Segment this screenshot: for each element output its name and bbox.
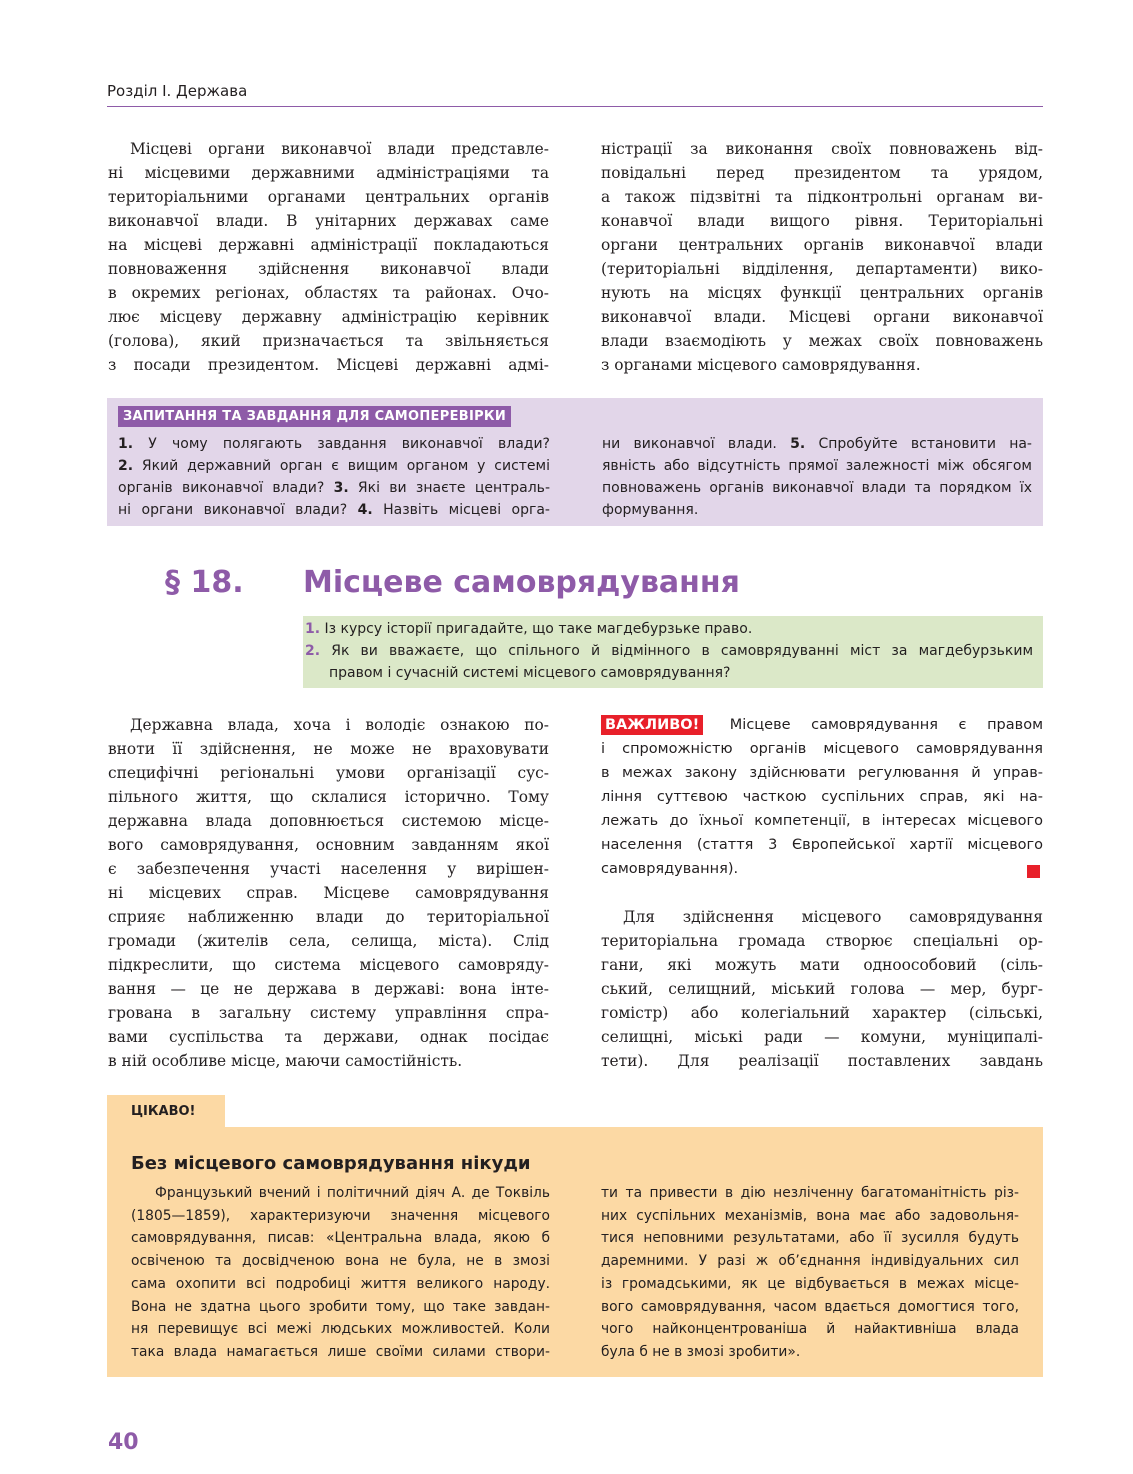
important-definition — [601, 713, 1043, 881]
text-line: селищні, міські ради — комуни, муніципалі- — [601, 1028, 1043, 1046]
text-line: (1805—1859), характеризуючи значення місцевого — [131, 1207, 550, 1224]
main-text-left-column — [108, 713, 549, 1073]
text-line: Для здійснення місцевого самоврядування — [623, 908, 1043, 926]
interest-title: Без місцевого самоврядування нікуди — [131, 1153, 531, 1174]
text-line: громади (жителів села, селища, міста). Слід — [108, 932, 549, 950]
text-line: Вона не здатна цього зробити тому, що таке завдан- — [131, 1298, 550, 1315]
text-line: сприяє наближенню влади до територіальної — [108, 908, 549, 926]
question-text: Спробуйте встановити на- — [805, 436, 1032, 452]
text-line: ні місцевих справ. Місцеве самоврядування — [108, 884, 549, 902]
intro-question — [305, 640, 1033, 662]
text-line: виконавчої влади. Місцеві органи виконавчої — [601, 308, 1043, 326]
intro-question-number: 2. — [305, 643, 321, 659]
question-number: 3. — [333, 480, 349, 496]
text-line: і спроможністю органів місцевого самоврядування — [601, 741, 1043, 757]
important-first-line — [601, 713, 1043, 737]
text-line: Французький вчений і політичний діяч А. де Токвіль — [155, 1185, 550, 1201]
text-line: тися неповними результатами, або її зусилля будуть — [601, 1230, 1019, 1247]
text-line: органи центральних органів виконавчої влади — [601, 236, 1043, 254]
text-line: виконавчої влади. В унітарних державах саме — [108, 212, 549, 230]
text-line: самоврядування). — [601, 861, 739, 877]
intro-question-text: Із курсу історії пригадайте, що таке магдебурзьке право. — [324, 621, 753, 637]
text-line: ністрації за виконання своїх повноважень від- — [601, 140, 1043, 158]
question-text: ні органи виконавчої влади? — [118, 502, 358, 518]
section-title: Місцеве самоврядування — [303, 565, 740, 600]
interest-label: ЦІКАВО! — [131, 1104, 196, 1119]
text-line: грована в загальну систему управління спра- — [108, 1004, 549, 1022]
question-number: 5. — [790, 436, 806, 452]
question-number: 4. — [357, 502, 373, 518]
text-line: в окремих регіонах, областях та районах. Очо- — [108, 284, 549, 302]
intro-question-number: 1. — [305, 621, 321, 637]
text-line: даремними. У разі ж об’єднання індивідуальних сил — [601, 1253, 1019, 1270]
text-line: тети). Для реалізації поставлених завдань — [601, 1052, 1043, 1070]
text-line: ський, селищний, міський голова — мер, бург- — [601, 980, 1043, 998]
questions-right-column — [602, 433, 1032, 521]
top-text-right-column — [601, 137, 1043, 377]
important-badge: ВАЖЛИВО! — [601, 715, 703, 735]
question-text: У чому полягають завдання виконавчої влади? — [133, 436, 550, 452]
question-line: повноважень органів виконавчої влади та порядком їх — [602, 480, 1032, 496]
question-line — [118, 455, 550, 477]
text-line: територіальними органами центральних органів — [108, 188, 549, 206]
text-line: вого самоврядування, часом вдається домогтися того, — [601, 1298, 1019, 1315]
question-line: формування. — [602, 502, 699, 518]
question-line — [118, 477, 550, 499]
question-text: ни виконавчої влади. — [602, 436, 791, 452]
text-line: з органами місцевого самоврядування. — [601, 356, 921, 374]
text-line: конавчої влади вищого рівня. Територіальні — [601, 212, 1043, 230]
question-number: 1. — [118, 436, 134, 452]
text-line: а також підзвітні та підконтрольні органам ви- — [601, 188, 1043, 206]
question-number: 2. — [118, 458, 134, 474]
text-line: територіальна громада створює спеціальні ор- — [601, 932, 1043, 950]
end-marker-icon — [1027, 865, 1040, 878]
text-line: (голова), який призначається та звільняється — [108, 332, 549, 350]
text-line: лює місцеву державну адміністрацію керівник — [108, 308, 549, 326]
text-line: така влада намагається лише своїми силами створи- — [131, 1343, 550, 1360]
text-line: лежать до їхньої компетенції, в інтересах місцевого — [601, 813, 1043, 829]
text-line: освіченою та досвідченою вона не була, не в змозі — [131, 1253, 550, 1270]
intro-question-continuation: правом і сучасній системі місцевого самоврядування? — [329, 665, 731, 681]
text-line: із громадськими, як це відбувається в межах місце- — [601, 1275, 1019, 1292]
text-line: вого самоврядування, основним завданням якої — [108, 836, 549, 854]
question-line — [118, 433, 550, 455]
question-line — [118, 499, 550, 521]
text-line: гомістр) або колегіальний характер (сільські, — [601, 1004, 1043, 1022]
text-line: підкреслити, що система місцевого самовряду- — [108, 956, 549, 974]
text-line: вами суспільства та держави, однак посідає — [108, 1028, 549, 1046]
question-line: явність або відсутність прямої залежності між обсягом — [602, 458, 1032, 474]
text-line: з посади президентом. Місцеві державні адмі- — [108, 356, 549, 374]
text-line: населення (стаття 3 Європейської хартії місцевого — [601, 837, 1043, 853]
text-line: нують на місцях функції центральних органів — [601, 284, 1043, 302]
text-line: вання — це не держава в державі: вона інте- — [108, 980, 549, 998]
interest-text-right-column — [601, 1182, 1019, 1364]
text-line: них суспільних механізмів, вона має або задовольня- — [601, 1207, 1019, 1224]
question-text: Назвіть місцеві орга- — [372, 502, 550, 518]
running-header — [107, 82, 1043, 107]
text-line: ня перевищує всі межі людських можливостей. Коли — [131, 1321, 550, 1338]
text-line: вноти її здійснення, не може не враховувати — [108, 740, 549, 758]
text-line: Державна влада, хоча і володіє ознакою по- — [130, 716, 549, 734]
text-line: повноваження здійснення виконавчої влади — [108, 260, 549, 278]
text-line: ління суттєвою часткою суспільних справ, які на- — [601, 789, 1043, 805]
text-line: державна влада доповнюється системою місце- — [108, 812, 549, 830]
text-line: ні місцевими державними адміністраціями та — [108, 164, 549, 182]
intro-question-text: Як ви вважаєте, що спільного й відмінного в самоврядуванні міст за магдебурзьким — [331, 643, 1034, 659]
question-text: Які ви знаєте централь- — [348, 480, 550, 496]
text-line: сама охопити всі подробиці життя великого народу. — [131, 1275, 550, 1292]
main-text-right-column — [601, 905, 1043, 1073]
intro-question — [305, 618, 1033, 640]
text-line: гани, які можуть мати одноособовий (сіль- — [601, 956, 1043, 974]
text-line: самоврядування, писав: «Центральна влада, якою б — [131, 1230, 550, 1247]
text-line: специфічні регіональні умови організації сус- — [108, 764, 549, 782]
text-line: була б не в змозі зробити». — [601, 1343, 801, 1360]
text-line: влади взаємодіють у межах своїх повноважень — [601, 332, 1043, 350]
text-line: є забезпечення участі населення у вирішен- — [108, 860, 549, 878]
section-header-label: Розділ I. Держава — [107, 82, 248, 100]
text-line: в ній особливе місце, маючи самостійність. — [108, 1052, 463, 1070]
question-text: органів виконавчої влади? — [118, 480, 334, 496]
question-line — [602, 433, 1032, 455]
text-line: Місцеві органи виконавчої влади представле- — [130, 140, 549, 158]
interest-text-left-column — [131, 1182, 550, 1364]
text-line: в межах закону здійснювати регулювання й управ- — [601, 765, 1043, 781]
text-line: пільного життя, що склалися історично. Тому — [108, 788, 549, 806]
important-text: Місцеве самоврядування є правом — [729, 717, 1044, 733]
text-line: (територіальні відділення, департаменти) вико- — [601, 260, 1043, 278]
text-line: на місцеві державні адміністрації покладаються — [108, 236, 549, 254]
top-text-left-column — [108, 137, 549, 377]
text-line: ти та привести в дію незліченну багатоманітність різ- — [601, 1185, 1019, 1201]
section-number: § 18. — [165, 565, 244, 600]
text-line: чого найконцентрованіша й найактивніша влада — [601, 1321, 1019, 1338]
text-line: повідальні перед президентом та урядом, — [601, 164, 1043, 182]
questions-left-column — [118, 433, 550, 521]
page-number: 40 — [108, 1430, 139, 1455]
intro-questions-list — [305, 618, 1033, 684]
self-check-label: ЗАПИТАННЯ ТА ЗАВДАННЯ ДЛЯ САМОПЕРЕВІРКИ — [118, 406, 511, 427]
question-text: Який державний орган є вищим органом у системі — [133, 458, 550, 474]
